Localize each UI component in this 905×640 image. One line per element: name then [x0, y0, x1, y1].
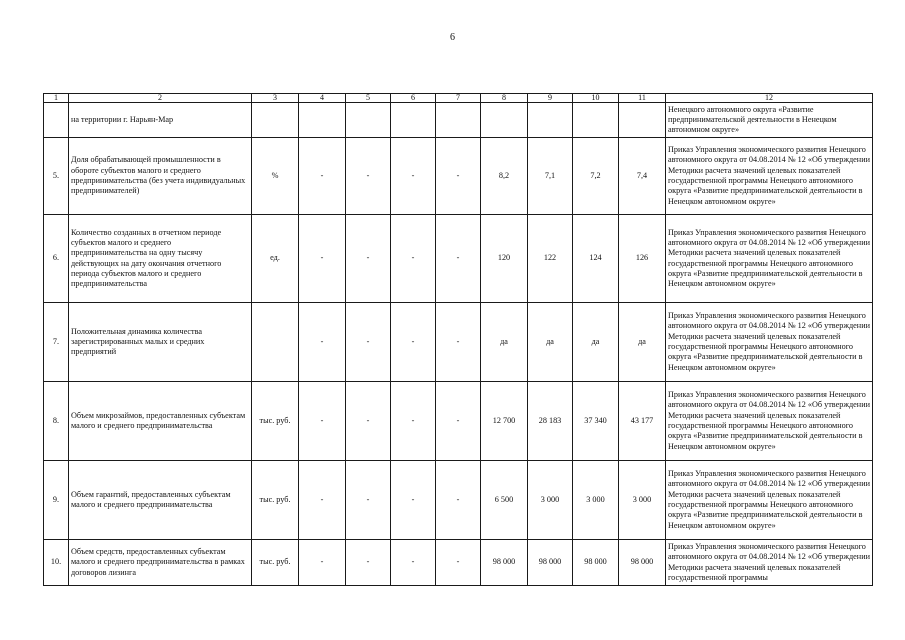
- source-document: Приказ Управления экономического развития Ненецкого автономного округа от 04.08.2014 № 12 «Об утверждении Методики расчета значений целевых показателей государственной программы Ненецкого автономного округа «Развитие предпринимательской деятельности в Ненецком автономном округе»: [666, 461, 873, 540]
- value-cell: 3 000: [619, 461, 666, 540]
- value-cell: 120: [481, 215, 528, 303]
- unit-cell: тыс. руб.: [252, 382, 299, 461]
- value-cell: 7,1: [528, 138, 573, 215]
- value-cell: 6 500: [481, 461, 528, 540]
- value-cell: [481, 103, 528, 138]
- row-number: 10.: [44, 540, 69, 586]
- value-cell: -: [346, 303, 391, 382]
- indicators-table: [43, 93, 873, 586]
- value-cell: 3 000: [528, 461, 573, 540]
- column-header: 4: [299, 94, 346, 103]
- unit-cell: ед.: [252, 215, 299, 303]
- value-cell: 124: [573, 215, 619, 303]
- table-row: [44, 103, 873, 138]
- value-cell: 3 000: [573, 461, 619, 540]
- value-cell: [619, 103, 666, 138]
- value-cell: -: [391, 382, 436, 461]
- indicator-name: Положительная динамика количества зарегистрированных малых и средних предприятий: [69, 303, 252, 382]
- value-cell: -: [391, 303, 436, 382]
- value-cell: 28 183: [528, 382, 573, 461]
- value-cell: да: [528, 303, 573, 382]
- page-number: 6: [450, 32, 455, 43]
- unit-cell: [252, 103, 299, 138]
- value-cell: -: [391, 461, 436, 540]
- table-row: [44, 382, 873, 461]
- value-cell: -: [299, 540, 346, 586]
- value-cell: [299, 103, 346, 138]
- column-header: 10: [573, 94, 619, 103]
- column-header: 6: [391, 94, 436, 103]
- table-row: [44, 461, 873, 540]
- source-document: Приказ Управления экономического развития Ненецкого автономного округа от 04.08.2014 № 12 «Об утверждении Методики расчета значений целевых показателей государственной программы: [666, 540, 873, 586]
- value-cell: [528, 103, 573, 138]
- indicator-name: Объем гарантий, предоставленных субъектам малого и среднего предпринимательства: [69, 461, 252, 540]
- column-header: 9: [528, 94, 573, 103]
- value-cell: да: [573, 303, 619, 382]
- value-cell: -: [299, 461, 346, 540]
- column-header: 5: [346, 94, 391, 103]
- column-header: 11: [619, 94, 666, 103]
- source-document: Приказ Управления экономического развития Ненецкого автономного округа от 04.08.2014 № 12 «Об утверждении Методики расчета значений целевых показателей государственной программы Ненецкого автономного округа «Развитие предпринимательской деятельности в Ненецком автономном округе»: [666, 138, 873, 215]
- value-cell: 98 000: [573, 540, 619, 586]
- value-cell: -: [436, 540, 481, 586]
- value-cell: -: [436, 461, 481, 540]
- value-cell: -: [299, 138, 346, 215]
- value-cell: 98 000: [619, 540, 666, 586]
- table-row: [44, 138, 873, 215]
- value-cell: 7,4: [619, 138, 666, 215]
- value-cell: да: [481, 303, 528, 382]
- unit-cell: %: [252, 138, 299, 215]
- indicator-name: Количество созданных в отчетном периоде субъектов малого и среднего предпринимательства на одну тысячу действующих на дату окончания отчетного периода субъектов малого и среднего предпринимательства: [69, 215, 252, 303]
- value-cell: да: [619, 303, 666, 382]
- value-cell: -: [346, 138, 391, 215]
- source-document: Приказ Управления экономического развития Ненецкого автономного округа от 04.08.2014 № 12 «Об утверждении Методики расчета значений целевых показателей государственной программы Ненецкого автономного округа «Развитие предпринимательской деятельности в Ненецком автономном округе»: [666, 382, 873, 461]
- value-cell: -: [436, 382, 481, 461]
- value-cell: -: [346, 540, 391, 586]
- unit-cell: тыс. руб.: [252, 461, 299, 540]
- value-cell: [391, 103, 436, 138]
- indicator-name: Объем средств, предоставленных субъектам малого и среднего предпринимательства в рамках договоров лизинга: [69, 540, 252, 586]
- value-cell: [346, 103, 391, 138]
- value-cell: -: [436, 303, 481, 382]
- row-number: 5.: [44, 138, 69, 215]
- value-cell: -: [346, 382, 391, 461]
- value-cell: -: [391, 215, 436, 303]
- column-header: 8: [481, 94, 528, 103]
- row-number: 6.: [44, 215, 69, 303]
- value-cell: [573, 103, 619, 138]
- value-cell: 8,2: [481, 138, 528, 215]
- value-cell: -: [346, 215, 391, 303]
- value-cell: -: [391, 138, 436, 215]
- unit-cell: [252, 303, 299, 382]
- indicator-name: Доля обрабатывающей промышленности в обороте субъектов малого и среднего предпринимательства (без учета индивидуальных предпринимателей): [69, 138, 252, 215]
- column-number-row: [44, 94, 873, 103]
- row-number: 7.: [44, 303, 69, 382]
- table-row: [44, 303, 873, 382]
- value-cell: 98 000: [528, 540, 573, 586]
- value-cell: 126: [619, 215, 666, 303]
- column-header: 3: [252, 94, 299, 103]
- value-cell: 37 340: [573, 382, 619, 461]
- value-cell: -: [299, 382, 346, 461]
- value-cell: 98 000: [481, 540, 528, 586]
- row-number: [44, 103, 69, 138]
- value-cell: 12 700: [481, 382, 528, 461]
- value-cell: -: [391, 540, 436, 586]
- value-cell: 43 177: [619, 382, 666, 461]
- column-header: 1: [44, 94, 69, 103]
- source-document: Приказ Управления экономического развития Ненецкого автономного округа от 04.08.2014 № 12 «Об утверждении Методики расчета значений целевых показателей государственной программы Ненецкого автономного округа «Развитие предпринимательской деятельности в Ненецком автономном округе»: [666, 215, 873, 303]
- value-cell: -: [299, 303, 346, 382]
- row-number: 8.: [44, 382, 69, 461]
- row-number: 9.: [44, 461, 69, 540]
- value-cell: -: [299, 215, 346, 303]
- value-cell: 122: [528, 215, 573, 303]
- indicator-name: Объем микрозаймов, предоставленных субъектам малого и среднего предпринимательства: [69, 382, 252, 461]
- value-cell: 7,2: [573, 138, 619, 215]
- table-row: [44, 215, 873, 303]
- source-document: Приказ Управления экономического развития Ненецкого автономного округа от 04.08.2014 № 12 «Об утверждении Методики расчета значений целевых показателей государственной программы Ненецкого автономного округа «Развитие предпринимательской деятельности в Ненецком автономном округе»: [666, 303, 873, 382]
- value-cell: -: [346, 461, 391, 540]
- value-cell: [436, 103, 481, 138]
- indicator-name: на территории г. Нарьян-Мар: [69, 103, 252, 138]
- source-document: Ненецкого автономного округа «Развитие предпринимательской деятельности в Ненецком автономном округе»: [666, 103, 873, 138]
- value-cell: -: [436, 138, 481, 215]
- column-header: 7: [436, 94, 481, 103]
- value-cell: -: [436, 215, 481, 303]
- unit-cell: тыс. руб.: [252, 540, 299, 586]
- column-header: 2: [69, 94, 252, 103]
- column-header: 12: [666, 94, 873, 103]
- table-row: [44, 540, 873, 586]
